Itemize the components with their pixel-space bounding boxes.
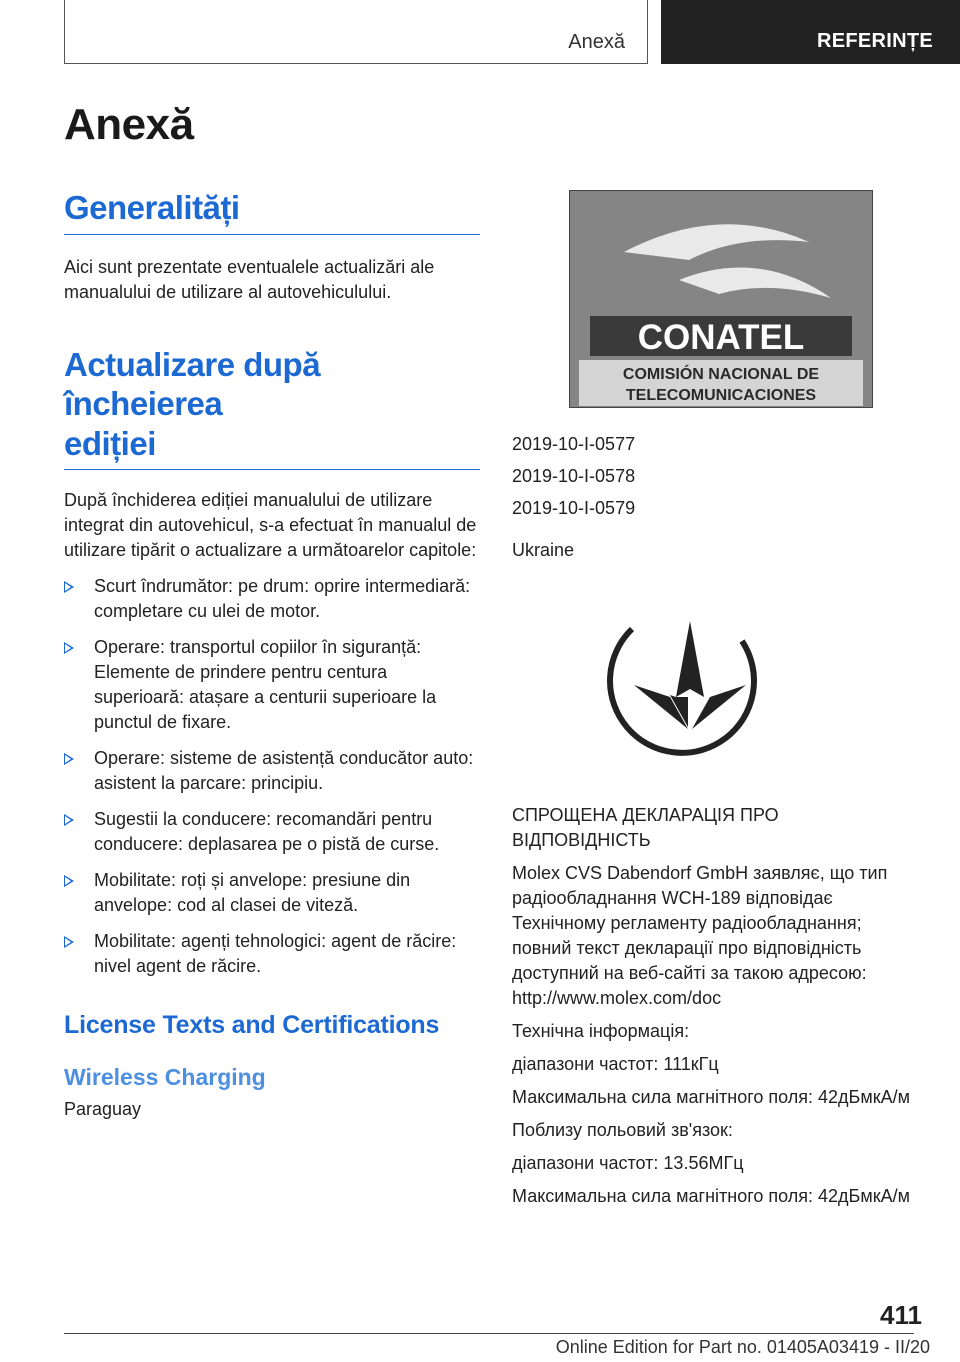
- list-item: Scurt îndrumător: pe drum: oprire intermediară: completare cu ulei de motor.: [64, 574, 480, 624]
- page-title: Anexă: [64, 100, 194, 149]
- right-column: [512, 190, 912, 1209]
- magnetic-field-2: Максимальна сила магнітного поля: 42дБмкА/м: [512, 1186, 910, 1206]
- triangle-bullet-icon: [64, 753, 74, 765]
- update-heading: [64, 345, 480, 464]
- general-heading: Generalități: [64, 189, 240, 226]
- triangle-bullet-icon: [64, 936, 74, 948]
- code-item: 2019-10-I-0579: [512, 498, 636, 518]
- header-chapter-label: REFERINȚE: [817, 30, 934, 52]
- wireless-charging-heading: Wireless Charging: [64, 1064, 266, 1091]
- magnetic-field-1: Максимальна сила магнітного поля: 42дБмкА/м: [512, 1087, 910, 1107]
- ukraine-label: Ukraine: [512, 540, 575, 560]
- general-divider: [64, 234, 480, 235]
- near-field-label: Поблизу польовий зв'язок:: [512, 1120, 733, 1140]
- header-section-label: Anexă: [568, 31, 625, 53]
- conatel-caption-line2: TELECOMUNICACIONES: [625, 387, 817, 404]
- declaration-text: Molex CVS Dabendorf GmbH заявляє, що тип радіообладнання WCH-189 відповідає Технічному регламенту радіообладнання; повний текст декларації про відповідність доступний на веб-сайті за такою адресою: http://www.molex.com/doc: [512, 863, 888, 1008]
- code-item: 2019-10-I-0577: [512, 434, 636, 454]
- technical-info-label: Технічна інформація:: [512, 1021, 690, 1041]
- triangle-bullet-icon: [64, 814, 74, 826]
- edition-footer: Online Edition for Part no. 01405A03419 - II/20: [555, 1337, 930, 1357]
- list-item: Mobilitate: roți și anvelope: presiune din anvelope: cod al clasei de viteză.: [64, 868, 480, 918]
- update-divider: [64, 469, 480, 470]
- update-heading-line2: ediției: [64, 424, 156, 462]
- update-heading-line1: Actualizare după încheierea: [64, 345, 321, 423]
- header-chapter-tab: [661, 0, 960, 64]
- update-chapter-list: [64, 574, 480, 979]
- ukraine-conformity-icon: [604, 599, 764, 759]
- list-item: Operare: sisteme de asistență conducător auto: asistent la parcare: principiu.: [64, 746, 480, 796]
- header-section-tab: [64, 0, 648, 64]
- declaration-title: СПРОЩЕНА ДЕКЛАРАЦІЯ ПРО ВІДПОВІДНІСТЬ: [512, 805, 779, 850]
- conatel-logo: [569, 190, 873, 408]
- list-item: Sugestii la conducere: recomandări pentru conducere: deplasarea pe o pistă de curse.: [64, 807, 480, 857]
- conatel-wordmark: CONATEL: [637, 318, 805, 357]
- ukraine-declaration: [512, 803, 912, 1209]
- page-number: 411: [880, 1300, 922, 1330]
- general-text: Aici sunt prezentate eventualele actualizări ale manualului de utilizare al autovehiculului.: [64, 256, 435, 302]
- update-intro: După închiderea ediției manualului de utilizare integrat din autovehicul, s-a efectuat în manualul de utilizare tipărit o actualizare a următoarelor capitole:: [64, 490, 477, 561]
- frequency-range-1: діапазони частот: 111кГц: [512, 1054, 719, 1074]
- left-column: [64, 100, 480, 1122]
- conatel-logo-graphic: [569, 190, 873, 408]
- list-item: Operare: transportul copiilor în siguranță: Elemente de prindere pentru centura superioară: atașare a centurii superioare la punctul de fixare.: [64, 635, 480, 735]
- license-heading: License Texts and Certifications: [64, 1011, 440, 1040]
- triangle-bullet-icon: [64, 581, 74, 593]
- footer-divider: [64, 1333, 914, 1334]
- triangle-bullet-icon: [64, 875, 74, 887]
- code-item: 2019-10-I-0578: [512, 466, 636, 486]
- conatel-codes: [512, 428, 912, 524]
- frequency-range-2: діапазони частот: 13.56МГц: [512, 1153, 744, 1173]
- triangle-bullet-icon: [64, 642, 74, 654]
- list-item: Mobilitate: agenți tehnologici: agent de răcire: nivel agent de răcire.: [64, 929, 480, 979]
- ukraine-conformity-mark: [604, 599, 764, 759]
- conatel-caption-line1: COMISIÓN NACIONAL DE: [622, 366, 820, 383]
- paraguay-label: Paraguay: [64, 1099, 142, 1120]
